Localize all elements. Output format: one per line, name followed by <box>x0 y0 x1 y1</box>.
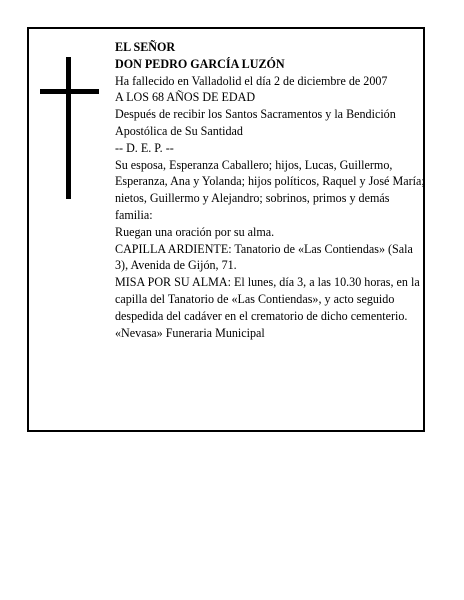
notice-body <box>115 39 427 341</box>
family-list: Su esposa, Esperanza Caballero; hijos, Lucas, Guillermo, Esperanza, Ana y Yolanda; hijos políticos, Raquel y José María; nietos, Guillermo y Alejandro; sobrinos, primos y demás familia: <box>115 157 425 222</box>
notice-title: EL SEÑOR <box>115 40 176 54</box>
cross-vertical-bar <box>66 57 71 199</box>
latin-cross-icon <box>29 29 30 30</box>
sacraments-statement: Después de recibir los Santos Sacramentos y la Bendición Apostólica de Su Santidad <box>115 107 396 138</box>
cross-horizontal-bar <box>40 89 99 94</box>
obituary-notice <box>27 27 425 432</box>
prayer-request: Ruegan una oración por su alma. <box>115 224 275 239</box>
deceased-name: DON PEDRO GARCÍA LUZÓN <box>115 56 285 71</box>
rip-line: -- D. E. P. -- <box>115 140 174 155</box>
age-statement: A LOS 68 AÑOS DE EDAD <box>115 90 256 105</box>
chapel-info: CAPILLA ARDIENTE: Tanatorio de «Las Contiendas» (Sala 3), Avenida de Gijón, 71. <box>115 241 413 273</box>
death-announcement: Ha fallecido en Valladolid el día 2 de diciembre de 2007 <box>115 73 388 88</box>
mass-info: MISA POR SU ALMA: El lunes, día 3, a las 10.30 horas, en la capilla del Tanatorio de «Las Contiendas», y acto seguido despedida del cadáver en el crematorio de dicho cementerio. <box>115 275 420 323</box>
funeral-home: «Nevasa» Funeraria Municipal <box>115 325 265 340</box>
